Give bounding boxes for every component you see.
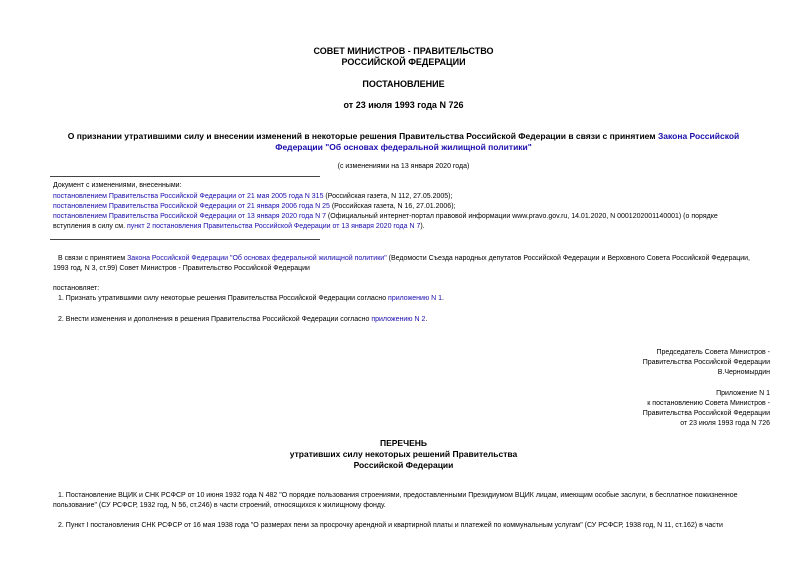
change-item-3-cont	[53, 222, 425, 232]
change-item-1-source: (Российская газета, N 112, 27.05.2005);	[323, 193, 453, 200]
appendix-label: Приложение N 1	[716, 390, 770, 397]
document-type: ПОСТАНОВЛЕНИЕ	[362, 79, 445, 89]
change-item-2-source: (Российская газета, N 16, 27.01.2006);	[329, 203, 456, 210]
signature-name: В.Черномырдин	[717, 369, 770, 376]
change-item-2	[53, 202, 455, 212]
org-name-line2: РОССИЙСКОЙ ФЕДЕРАЦИИ	[341, 57, 466, 67]
change-item-3-source: (Официальный интернет-портал правовой информации www.pravo.gov.ru, 14.01.2020, N 0001202001140001) (о порядке	[325, 213, 718, 220]
preamble-text: В связи с принятием	[58, 255, 128, 262]
title-law-link[interactable]: Закона Российской	[657, 131, 740, 141]
signature-line1: Председатель Совета Министров -	[656, 349, 770, 356]
list-subtitle-line2: Российской Федерации	[353, 460, 454, 470]
clause-1-end: .	[442, 295, 444, 302]
clause-2-end: .	[425, 316, 428, 323]
preamble-line2: 1993 год, N 3, ст.99) Совет Министров - Правительство Российской Федерации	[53, 265, 310, 272]
change-item-3	[53, 212, 718, 222]
change-item-1-link[interactable]: постановлением Правительства Российской Федерации от 21 мая 2005 года N 315	[53, 193, 324, 200]
clause-1-text: 1. Признать утратившими силу некоторые решения Правительства Российской Федерации согласно	[58, 295, 389, 302]
change-item-3-cont-end: ).	[420, 223, 425, 230]
list-title: ПЕРЕЧЕНЬ	[379, 438, 427, 448]
preamble-line1	[58, 254, 750, 264]
changes-intro: Документ с изменениями, внесенными:	[53, 182, 182, 189]
title-text: О признании утратившими силу и внесении изменений в некоторые решения Правительства Российской Федерации в связи с принятием	[67, 131, 658, 141]
preamble-law-link[interactable]: Закона Российской Федерации "Об основах федеральной жилищной политики"	[127, 255, 387, 262]
divider-top	[50, 176, 320, 177]
change-item-3-cont-text: вступления в силу см.	[53, 223, 128, 230]
list-item-1-line1: 1. Постановление ВЦИК и СНК РСФСР от 10 июня 1932 года N 482 "О порядке пользования строениями, предоставленными Президиумом ВЦИК лицам, имеющим особые заслуги, в бесплатное пожизненное	[58, 492, 738, 499]
change-item-2-link[interactable]: постановлением Правительства Российской Федерации от 21 января 2006 года N 25	[53, 203, 330, 210]
change-item-1	[53, 192, 452, 202]
appendix-2-link[interactable]: приложению N 2	[371, 316, 426, 323]
clause-2-text: 2. Внести изменения и дополнения в решения Правительства Российской Федерации согласно	[58, 316, 372, 323]
title-law-link-cont[interactable]: Федерации "Об основах федеральной жилищной политики"	[275, 142, 532, 152]
signature-line2: Правительства Российской Федерации	[642, 359, 770, 366]
clause-2	[58, 315, 427, 325]
clause-1	[58, 294, 444, 304]
appendix-ref-line1: к постановлению Совета Министров -	[647, 400, 770, 407]
list-item-2-line1: 2. Пункт I постановления СНК РСФСР от 16 мая 1938 года "О размерах пени за просрочку арендной и квартирной платы и платежей по коммунальным услугам" (СУ РСФСР, 1938 год, N 11, ст.162) в части	[58, 522, 723, 529]
org-name-line1: СОВЕТ МИНИСТРОВ - ПРАВИТЕЛЬСТВО	[313, 46, 494, 56]
revision-note: (с изменениями на 13 января 2020 года)	[337, 163, 470, 170]
divider-bottom	[50, 239, 320, 240]
change-item-3-link[interactable]: постановлением Правительства Российской Федерации от 13 января 2020 года N 7	[53, 213, 326, 220]
preamble-source: (Ведомости Съезда народных депутатов Российской Федерации и Верховного Совета Российской Федерации,	[386, 255, 751, 262]
list-item-1-line2: пользование" (СУ РСФСР, 1932 год, N 56, ст.246) в части строений, относящихся к жилищному фонду.	[53, 502, 386, 509]
list-subtitle-line1: утративших силу некоторых решений Правительства	[289, 449, 518, 459]
document-title	[0, 131, 807, 153]
appendix-1-link[interactable]: приложению N 1	[388, 295, 443, 302]
decides-label: постановляет:	[53, 285, 100, 292]
document-date-number: от 23 июля 1993 года N 726	[343, 100, 464, 110]
change-item-3-cont-link[interactable]: пункт 2 постановления Правительства Российской Федерации от 13 января 2020 года N 7	[127, 223, 421, 230]
appendix-ref-line2: Правительства Российской Федерации	[642, 410, 770, 417]
appendix-ref-line3: от 23 июля 1993 года N 726	[680, 420, 770, 427]
